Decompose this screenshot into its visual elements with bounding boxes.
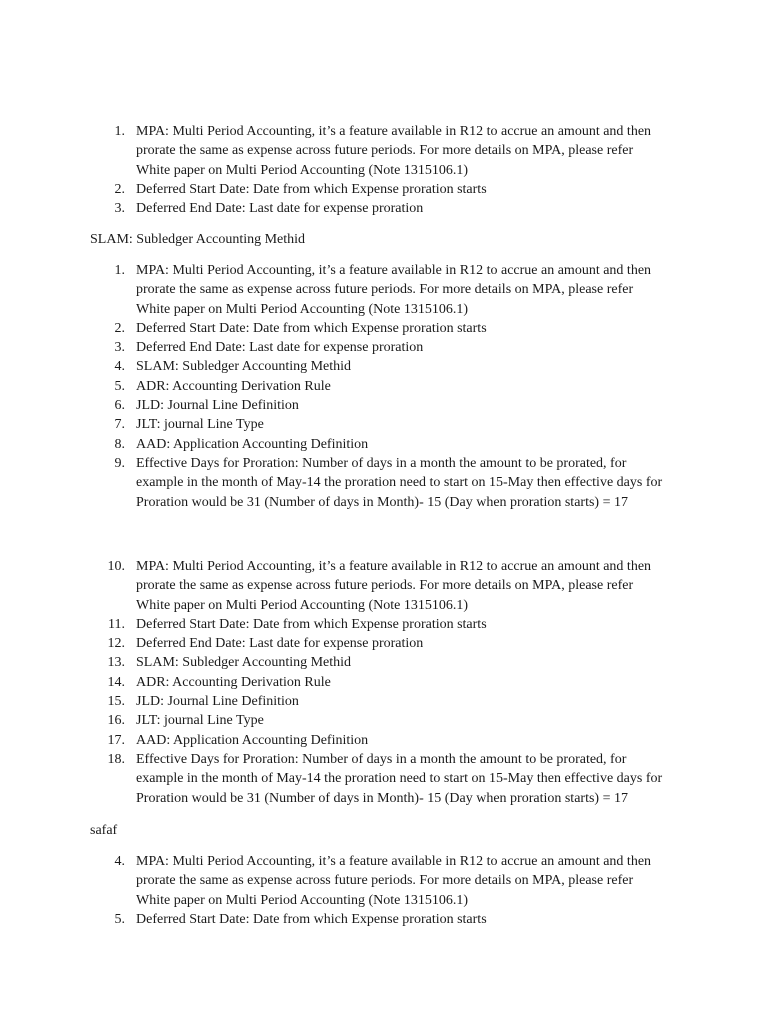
list-item [0,415,668,434]
list-item [0,319,668,338]
list-text: JLT: journal Line Type [136,417,264,433]
list-item [0,199,668,218]
list-item [0,261,668,319]
paragraph: safaf [90,823,118,838]
paragraph: SLAM: Subledger Accounting Methid [90,232,306,247]
list-item [0,454,668,512]
list-number: 8. [114,436,125,452]
list-text: Deferred Start Date: Date from which Expense proration starts [136,320,487,336]
list-text: SLAM: Subledger Accounting Methid [136,359,352,375]
list-text: AAD: Application Accounting Definition [136,732,369,748]
list-number: 4. [114,854,125,869]
list-number: 14. [107,674,125,690]
list-number: 1. [114,124,125,139]
list-text: Deferred End Date: Last date for expense proration [136,201,424,217]
list-text: Effective Days for Proration: Number of days in a month the amount to be prorated, for example in the month of May-14 the proration need to start on 15-May then effective days for Proration would be 31 (Number of days in Month)- 15 (Day when proration starts) = 17 [136,455,663,510]
numbered-list [0,122,768,218]
list-item [0,750,668,808]
list-text: Deferred Start Date: Date from which Expense proration starts [136,616,487,632]
list-number: 7. [114,417,125,433]
list-item [0,653,668,672]
list-item [0,377,668,396]
numbered-list [0,261,768,512]
list-number: 3. [114,201,125,217]
list-item [0,180,668,199]
list-text: JLT: journal Line Type [136,713,264,729]
list-item [0,673,668,692]
list-number: 4. [114,359,125,375]
list-text: Deferred Start Date: Date from which Expense proration starts [136,181,487,197]
list-number: 11. [108,616,125,632]
numbered-list [0,852,768,929]
list-number: 5. [114,378,125,394]
list-number: 2. [114,320,125,336]
list-number: 9. [114,455,125,471]
list-item [0,396,668,415]
list-number: 10. [107,559,125,574]
list-number: 17. [107,732,125,748]
list-text: AAD: Application Accounting Definition [136,436,369,452]
list-item [0,711,668,730]
list-number: 6. [114,398,125,414]
list-text: MPA: Multi Period Accounting, it’s a feature available in R12 to accrue an amount and then prorate the same as expense across future periods. For more details on MPA, please refer White paper on Multi Period Accounting (Note 1315106.1) [136,124,652,178]
list-number: 12. [107,636,125,652]
list-number: 3. [114,340,125,356]
list-item [0,731,668,750]
list-item [0,692,668,711]
list-text: MPA: Multi Period Accounting, it’s a feature available in R12 to accrue an amount and then prorate the same as expense across future periods. For more details on MPA, please refer White paper on Multi Period Accounting (Note 1315106.1) [136,854,652,908]
list-text: Deferred End Date: Last date for expense proration [136,636,424,652]
list-text: ADR: Accounting Derivation Rule [136,674,331,690]
list-item [0,615,668,634]
list-number: 13. [107,655,125,671]
list-item [0,338,668,357]
list-item [0,122,668,180]
list-text: ADR: Accounting Derivation Rule [136,378,331,394]
list-item [0,435,668,454]
list-number: 16. [107,713,125,729]
list-number: 5. [114,911,125,927]
list-number: 15. [107,694,125,710]
list-item [0,852,668,910]
list-text: MPA: Multi Period Accounting, it’s a feature available in R12 to accrue an amount and then prorate the same as expense across future periods. For more details on MPA, please refer White paper on Multi Period Accounting (Note 1315106.1) [136,263,652,317]
list-text: SLAM: Subledger Accounting Methid [136,655,352,671]
list-item [0,557,668,615]
list-text: MPA: Multi Period Accounting, it’s a feature available in R12 to accrue an amount and then prorate the same as expense across future periods. For more details on MPA, please refer White paper on Multi Period Accounting (Note 1315106.1) [136,559,652,613]
numbered-list [0,557,768,808]
list-number: 18. [107,751,125,767]
list-text: Deferred End Date: Last date for expense proration [136,340,424,356]
list-text: JLD: Journal Line Definition [136,398,299,414]
list-text: Effective Days for Proration: Number of days in a month the amount to be prorated, for example in the month of May-14 the proration need to start on 15-May then effective days for Proration would be 31 (Number of days in Month)- 15 (Day when proration starts) = 17 [136,751,663,806]
list-item [0,634,668,653]
list-number: 2. [114,181,125,197]
list-number: 1. [114,263,125,278]
list-item [0,910,668,929]
list-item [0,357,668,376]
list-text: JLD: Journal Line Definition [136,694,299,710]
list-text: Deferred Start Date: Date from which Expense proration starts [136,911,487,927]
